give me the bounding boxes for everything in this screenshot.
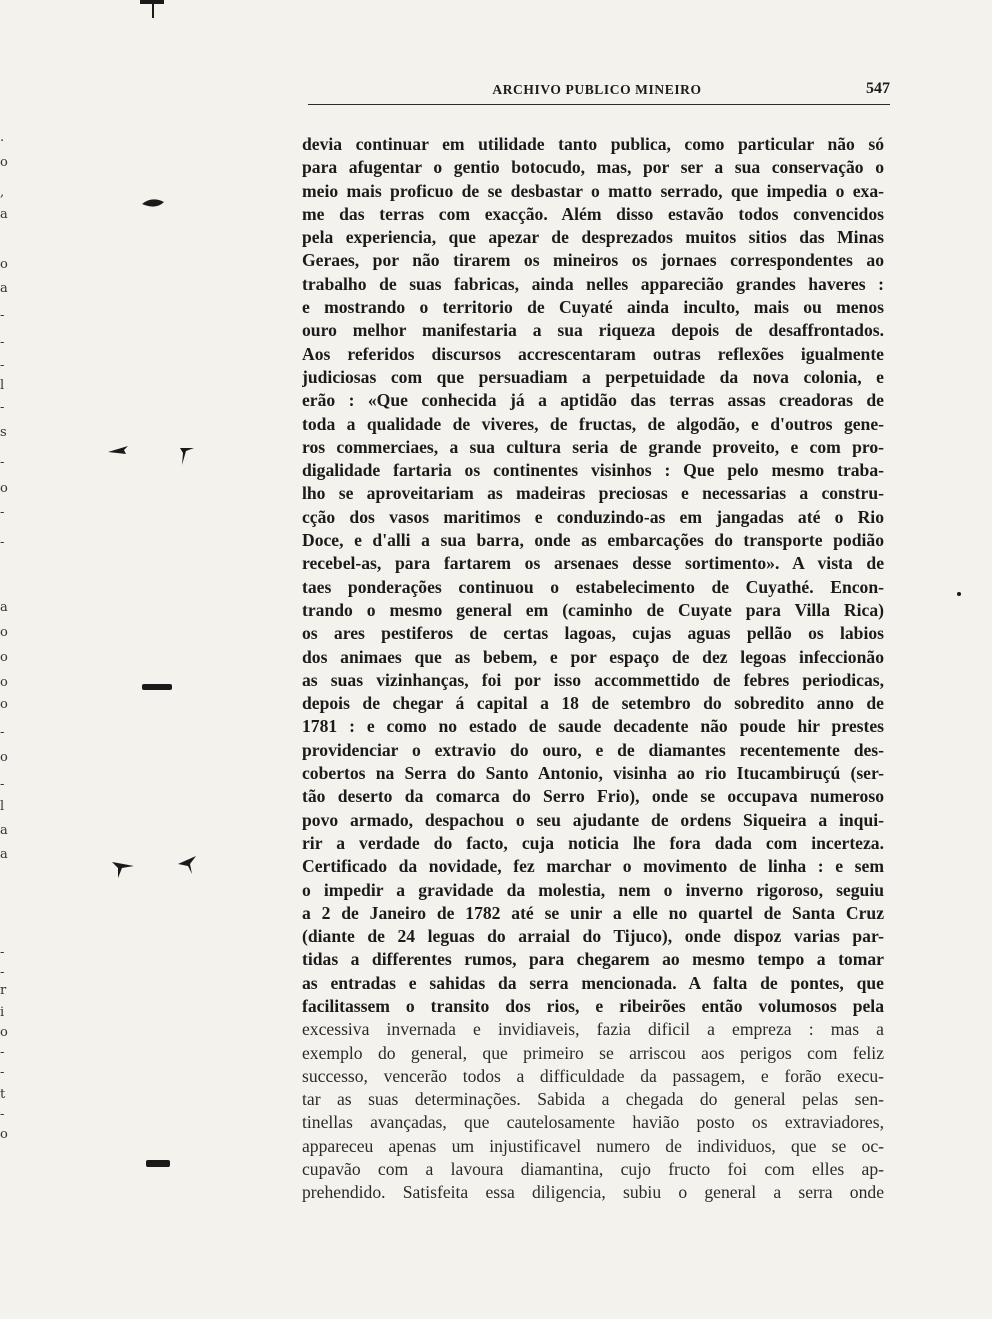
margin-glyph: a bbox=[0, 600, 8, 615]
text-line: successo, vencerão todos a difficuldade da passagem, e forão execu- bbox=[302, 1065, 884, 1086]
text-line: pela experiencia, que apezar de desprezados muitos sitios das Minas bbox=[302, 227, 884, 248]
text-line: toda a qualidade de viveres, de fructas, de algodão, e d'outros gene- bbox=[302, 413, 884, 434]
text-line: facilitassem o transito dos rios, e ribeirões então volumosos pela bbox=[302, 995, 884, 1016]
margin-glyph: - bbox=[0, 725, 5, 740]
text-line: digalidade fartaria os continentes visinhos : Que pelo mesmo traba- bbox=[302, 460, 884, 481]
text-line: rir a verdade do facto, cuja noticia lhe fora dada com incerteza. bbox=[302, 832, 884, 853]
margin-glyph: l bbox=[0, 799, 5, 814]
text-line: tinellas avançadas, que cautelosamente havião posto os extraviadores, bbox=[302, 1112, 884, 1133]
text-line: tão deserto da comarca do Serro Frio), onde se occupava numeroso bbox=[302, 786, 884, 807]
margin-glyph: a bbox=[0, 207, 8, 222]
margin-glyph: - bbox=[0, 358, 5, 373]
margin-glyph: a bbox=[0, 281, 8, 296]
text-line: 1781 : e como no estado de saude decadente não poude hir prestes bbox=[302, 716, 884, 737]
header-rule bbox=[308, 104, 890, 105]
margin-glyph: - bbox=[0, 965, 5, 980]
scan-dash bbox=[142, 684, 172, 690]
margin-glyph: o bbox=[0, 697, 8, 712]
text-line: as suas vizinhanças, foi por isso accommettido de febres periodicas, bbox=[302, 669, 884, 690]
scan-dash bbox=[142, 199, 164, 206]
margin-glyph: l bbox=[0, 378, 5, 393]
text-line: ouro melhor manifestaria a sua riqueza depois de desaffrontados. bbox=[302, 320, 884, 341]
page-header bbox=[302, 80, 892, 102]
scan-mark-top bbox=[140, 0, 164, 18]
text-line: providenciar o extravio do ouro, e de diamantes recentemente des- bbox=[302, 739, 884, 760]
margin-glyph: o bbox=[0, 625, 8, 640]
margin-glyph: o bbox=[0, 1127, 8, 1142]
text-line: lho se aproveitariam as madeiras preciosas e necessarias a constru- bbox=[302, 483, 884, 504]
margin-glyph: i bbox=[0, 1005, 5, 1020]
text-line: taes ponderações continuou o estabelecimento de Cuyathé. Encon- bbox=[302, 576, 884, 597]
text-line: cupavão com a lavoura diamantina, cujo fructo foi com elles ap- bbox=[302, 1159, 884, 1180]
margin-glyph: t bbox=[0, 1087, 6, 1102]
margin-glyph: - bbox=[0, 945, 5, 960]
margin-glyph: - bbox=[0, 505, 5, 520]
margin-glyph: - bbox=[0, 777, 5, 792]
text-line: Doce, e d'alli a sua barra, onde as embarcações do transporte podião bbox=[302, 530, 884, 551]
margin-glyph: - bbox=[0, 1065, 5, 1080]
text-line: tar as suas determinações. Sabida a chegada do general pelas sen- bbox=[302, 1089, 884, 1110]
margin-glyph: a bbox=[0, 847, 8, 862]
text-line: me das terras com exacção. Além disso estavão todos convencidos bbox=[302, 203, 884, 224]
text-line: excessiva invernada e invidiaveis, fazia dificil a empreza : mas a bbox=[302, 1019, 884, 1040]
text-line: appareceu apenas um injustificavel numero de individuos, que se oc- bbox=[302, 1135, 884, 1156]
running-title: ARCHIVO PUBLICO MINEIRO bbox=[492, 82, 702, 97]
margin-glyph: , bbox=[0, 185, 5, 200]
body-text bbox=[302, 133, 884, 1205]
text-line: trabalho de suas fabricas, ainda nelles apparecião grandes haveres : bbox=[302, 273, 884, 294]
corner-mark bbox=[180, 448, 194, 465]
text-line: devia continuar em utilidade tanto publica, como particular não só bbox=[302, 134, 884, 154]
text-line: (diante de 24 leguas do arraial do Tijuco), onde dispoz varias par- bbox=[302, 926, 884, 947]
text-line: Certificado da novidade, fez marchar o movimento de linha : e sem bbox=[302, 856, 884, 877]
text-line: tidas a differentes rumos, para chegarem ao mesmo tempo a tomar bbox=[302, 949, 884, 970]
text-line: Aos referidos discursos accrescentaram outras reflexões igualmente bbox=[302, 343, 884, 364]
corner-mark bbox=[112, 862, 134, 878]
text-line: exemplo do general, que primeiro se arriscou aos perigos com feliz bbox=[302, 1042, 884, 1063]
margin-glyph: o bbox=[0, 481, 8, 496]
margin-glyph: - bbox=[0, 1045, 5, 1060]
text-line: povo armado, despachou o seu ajudante de ordens Siqueira a inqui- bbox=[302, 809, 884, 830]
scan-dash bbox=[146, 1160, 170, 1167]
text-line: dos animaes que as bebem, e por espaço de dez legoas infeccionão bbox=[302, 646, 884, 667]
scan-dot bbox=[957, 592, 961, 596]
text-line: os ares pestiferos de certas lagoas, cujas aguas pellão os labios bbox=[302, 623, 884, 644]
text-line: depois de chegar á capital a 18 de setembro do sobredito anno de bbox=[302, 693, 884, 714]
text-line: ros commerciaes, a sua cultura seria de grande proveito, e com pro- bbox=[302, 436, 884, 457]
text-line: meio mais proficuo de se desbastar o matto serrado, que impedia o exa- bbox=[302, 180, 884, 201]
margin-glyph: . bbox=[0, 130, 5, 145]
margin-glyph: - bbox=[0, 1107, 5, 1122]
margin-glyph: - bbox=[0, 535, 5, 550]
corner-mark bbox=[108, 446, 132, 466]
margin-glyph: - bbox=[0, 455, 5, 470]
text-line: judiciosas com que persuadiam a perpetuidade da nova colonia, e bbox=[302, 366, 884, 387]
text-line: prehendido. Satisfeita essa diligencia, subiu o general a serra onde bbox=[302, 1182, 884, 1203]
margin-glyph: r bbox=[0, 983, 7, 998]
text-line: trando o mesmo general em (caminho de Cuyate para Villa Rica) bbox=[302, 599, 884, 620]
margin-glyph: o bbox=[0, 675, 8, 690]
margin-glyph: o bbox=[0, 257, 8, 272]
text-line: cção dos vasos maritimos e conduzindo-as em jangadas até o Rio bbox=[302, 506, 884, 527]
margin-glyph: o bbox=[0, 650, 8, 665]
text-line: e mostrando o territorio de Cuyaté ainda inculto, mais ou menos bbox=[302, 297, 884, 318]
page-number: 547 bbox=[866, 80, 890, 97]
text-line: cobertos na Serra do Santo Antonio, visinha ao rio Itucambiruçú (ser- bbox=[302, 763, 884, 784]
margin-glyph: - bbox=[0, 335, 5, 350]
text-line: Geraes, por não tirarem os mineiros os jornaes correspondentes ao bbox=[302, 250, 884, 271]
margin-glyph: o bbox=[0, 750, 8, 765]
margin-glyph: a bbox=[0, 823, 8, 838]
margin-glyph: s bbox=[0, 425, 7, 440]
margin-glyph: - bbox=[0, 308, 5, 323]
margin-glyph: - bbox=[0, 400, 5, 415]
corner-mark bbox=[178, 856, 196, 874]
text-line: para afugentar o gentio botocudo, mas, por ser a sua conservação o bbox=[302, 157, 884, 178]
text-line: recebel-as, para fartarem os arsenaes desse sortimento». A vista de bbox=[302, 553, 884, 574]
text-line: o impedir a gravidade da molestia, nem o inverno rigoroso, seguiu bbox=[302, 879, 884, 900]
text-line: as entradas e sahidas da serra mencionada. A falta de pontes, que bbox=[302, 972, 884, 993]
text-line: a 2 de Janeiro de 1782 até se unir a elle no quartel de Santa Cruz bbox=[302, 902, 884, 923]
margin-glyph: o bbox=[0, 1025, 8, 1040]
text-line: erão : «Que conhecida já a aptidão das terras assas creadoras de bbox=[302, 390, 884, 411]
margin-glyph: o bbox=[0, 155, 8, 170]
